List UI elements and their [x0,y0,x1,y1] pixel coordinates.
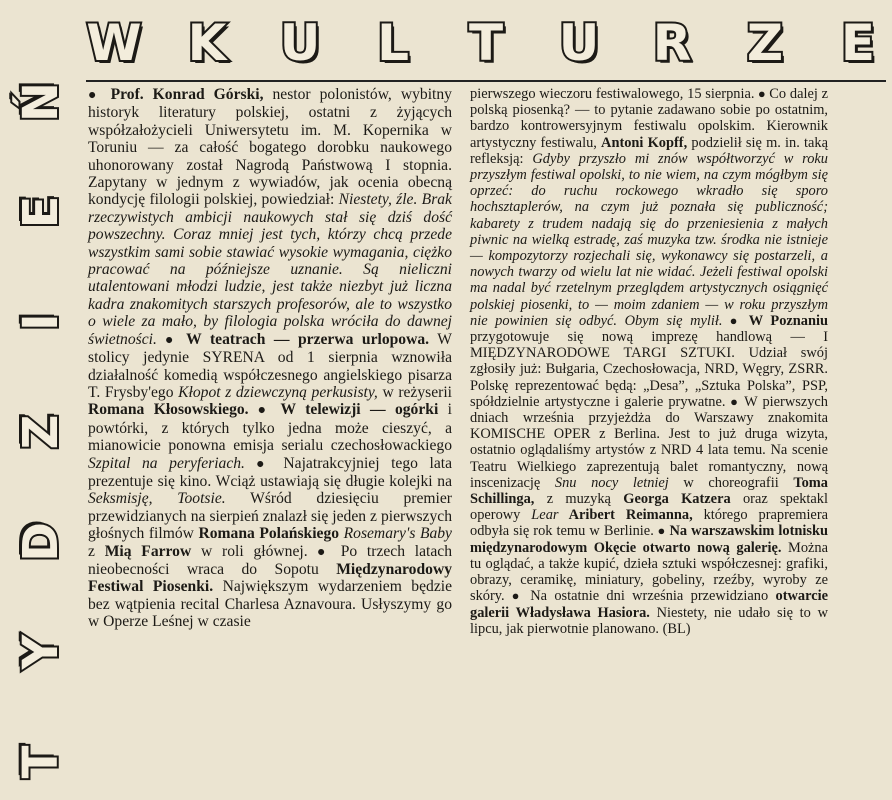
item-heading: W Poznaniu [748,312,828,329]
film-title: Rosemary's Baby [339,525,452,543]
side-letter: I [13,313,69,331]
title-letter: T [468,14,504,72]
text-run: i powtórki, z których tylko jedna może cieszyć, a mianowicie ponowna emisja serialu czechosłowackiego [88,401,453,455]
bullet-icon: ● [504,588,531,604]
text-run: Największym wydarzeniem będzie bez wątpienia recital Charlesa Aznavoura. Usłyszymy go w Operze Leśnej w czasie [88,578,452,631]
header-rule [86,80,886,82]
quote: Niestety, źle. Brak rzeczywistych ambicji naukowych stał się dziś dość powszechny. Coraz mniej jest tych, którzy chcą przede wszystkim sami sobie stawiać wysokie wymagania, ciężko pracować na późniejsze uznanie. Są nieliczni utalentowani młodzi ludzie, jest także niezbyt już liczna kadra znakomitych starszych profesorów, ale to wszystko o wiele za mało, by filologia polska wróciła do dawnej świetności. [88,191,452,348]
bullet-icon: ● [248,402,281,419]
text-run: przygotowuje się nową imprezę handlową — I MIĘDZYNARODOWE TARGI SZTUKI. Udział swój zgłosiły już: Bułgaria, Czechosłowacja, NRD, Węgry, ZSRR. Polskę reprezentować będą: „Desa”, „Sztuka Polska”, PSP, spółdzielnie artystyczne i galerie prywatne. [470,329,828,410]
side-letter: D [13,522,69,562]
bullet-icon: ● [722,312,749,328]
text-run: Wśród dziesięciu premier przewidzianych na sierpień znalazł się jeden z pierwszych głośnych filmów [88,490,452,543]
text-run: którego prapremiera odbyła się rok temu w Berlinie. [470,507,829,540]
text-run: w choreografii [668,474,794,491]
text-run: nestor polonistów, wybitny historyk literatury polskiej, ostatni z żyjących współzałożycieli Uniwersytetu im. M. Kopernika w Toruniu — za całość bogatego dorobku naukowego uhonorowany został Nagrodą Państwową I stopnia. Zapytany w jednym z wywiadów, jak ocenia obecną kondycję filologii polskiej, powiedział: [88,86,452,209]
article-column-right [470,86,828,637]
series-title: Szpital na peryferiach. [88,454,245,472]
text-run: Na ostatnie dni września przewidziano [530,588,776,605]
bullet-icon: ● [156,331,187,348]
quote: Gdyby przyszło mi znów współtworzyć w roku przyszłym festiwal opolski, to nie wiem, na czym mógłbym się oprzeć: do ruchu rockowego wkradło się sporo hochsztaplerów, na czym już poznała się publiczność; kabarety z trudem nadają się do przeniesienia z małych piwnic na wielką estradę, zaś muzyka tzw. środka nie istnieje — kompozytorzy rozjechali się, wykonawcy się postarzeli, a nowych twarzy od wielu lat nie widać. Jeżeli festiwal opolski ma nadal być rzetelnym przeglądem artystycznych osiągnięć polskiej piosenki, to — moim zdaniem — w roku przyszłym nie powinien się odbyć. Obym się mylił. [470,150,828,329]
person-name: Prof. Konrad Górski, [110,86,264,103]
side-letter: Y [13,634,69,670]
person-name: Georga Katzera [623,491,731,508]
opera-title: Lear [531,507,559,524]
bullet-icon: ● [244,455,284,472]
text-run: Najatrakcyjniej tego lata prezentuje się kino. Wciąż ustawiają się długie kolejki na [88,454,453,490]
text-run: Po trzech latach nieobecności wraca do Sopotu [88,542,453,578]
text-run: z [88,542,105,560]
side-letter: T [13,745,69,779]
text-run: w roli głównej. [191,542,308,560]
text-run: oraz spektakl operowy [470,491,828,524]
item-heading: otwarcie galerii Władysława Hasiora. [470,588,828,621]
title-letter: U [558,14,600,72]
person-name: Mią Farrow [104,542,192,560]
person-name: Romana Kłosowskiego. [88,401,249,419]
title-letter: U [279,14,321,72]
text-run: pierwszego wieczoru festiwalowego, 15 sierpnia. [470,86,755,102]
person-name: Antoni Kopff, [601,134,688,151]
play-title: Kłopot z dziewczyną perkusisty, [178,383,378,401]
article-text [88,86,452,631]
title-letter: K [187,14,227,72]
person-name: Aribert Reimanna, [558,507,693,524]
title-letter: Z [746,14,784,72]
title-letter: R [652,14,692,72]
bullet-icon: ● [307,543,341,560]
item-heading: Na warszawskim lotnisku międzynarodowym Okęcie otwarto nową galerię. [470,523,828,556]
article-text [470,86,828,637]
article-column-left [88,86,452,631]
person-name: Toma Schillinga, [470,474,828,508]
title-letter: W [86,14,142,72]
title-letter: L [377,14,409,72]
item-heading: W telewizji — ogórki [280,401,439,419]
side-title-tydzien [6,72,76,792]
bullet-icon: ● [725,393,745,409]
item-heading: W teatrach — przerwa urlopowa. [186,330,430,348]
ballet-title: Snu nocy letniej [554,474,669,491]
text-run: Co dalej z polską piosenką? — to pytanie zadawano sobie po ostatnim, bardzo kontrowersyjnym festiwalu opolskim. Kierownik artystyczny festiwalu, [470,86,829,151]
text-run: podzielił się m. in. taką refleksją: [470,134,829,167]
side-letter: Z [13,414,69,450]
person-name: Romana Polańskiego [198,525,340,543]
text-run: z muzyką [534,491,624,508]
bullet-icon: ● [88,87,102,103]
bullet-icon: ● [653,523,670,539]
text-run: Niestety, nie udało się to w lipcu, jak pierwotnie planowano. (BL) [470,604,828,637]
text-run: w reżyserii [377,383,452,401]
text-run: W stolicy jedynie SYRENA od 1 sierpnia wznowiła działalność komedią współczesnego angielskiego pisarza T. Frysby'ego [88,330,452,401]
festival-name: Międzynarodowy Festiwal Piosenki. [88,560,452,596]
side-letter: E [13,195,69,229]
side-letter: Ń [13,81,69,123]
text-run: W pierwszych dniach września przyjeżdża do Warszawy znakomita KOMISCHE OPER z Berlina. Jest to już druga wizyta, ostatnio oglądaliśmy artystów z NRD 4 lata temu. Na scenie Teatru Wielkiego zaprezentują balet romantyczny, nową inscenizację [470,393,828,491]
film-titles: Seksmisję, Tootsie. [88,490,226,508]
section-title-w-kulturze [86,14,886,72]
text-run: Można tu oglądać, a także kupić, dzieła sztuki współczesnej: grafiki, obrazy, ceramikę, miniatury, gobeliny, rzeźby, wyroby ze skóry. [470,539,828,605]
title-letter: E [840,14,876,72]
bullet-icon: ● [754,86,770,101]
